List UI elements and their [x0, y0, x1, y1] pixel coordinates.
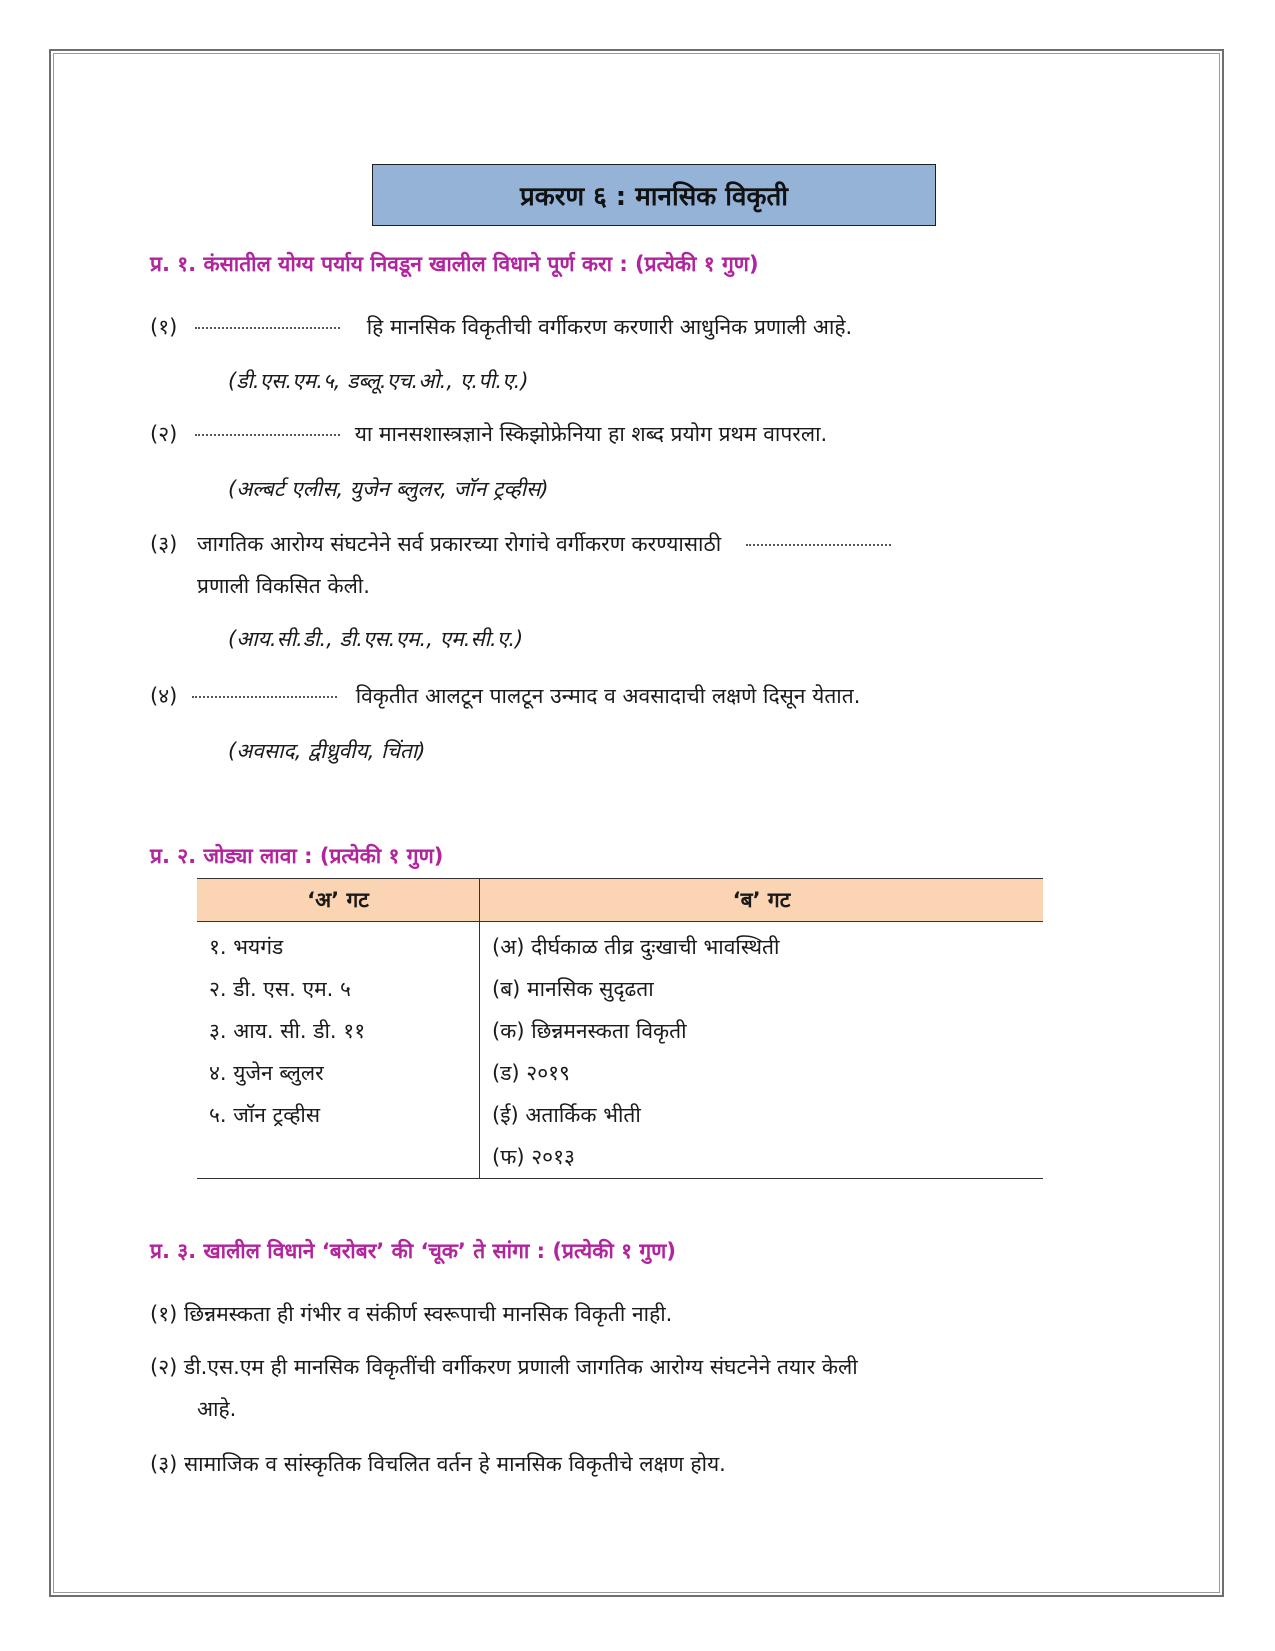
list-item: १. भयगंड: [209, 935, 284, 959]
q3-item-2-continued: आहे.: [197, 1397, 237, 1421]
q1-item-3-text: जागतिक आरोग्य संघटनेने सर्व प्रकारच्या रोगांचे वर्गीकरण करण्यासाठी: [197, 532, 722, 556]
q3-item-1: (१) छिन्नमस्कता ही गंभीर व संकीर्ण स्वरूपाची मानसिक विकृती नाही.: [150, 1302, 673, 1326]
q1-item-4-text: विकृतीत आलटून पालटून उन्माद व अवसादाची लक्षणे दिसून येतात.: [355, 684, 861, 708]
list-item: (अ) दीर्घकाळ तीव्र दुःखाची भावस्थिती: [492, 935, 780, 959]
fill-in-blank: [195, 327, 340, 329]
q1-item-4-number: (४): [150, 684, 178, 708]
q1-item-2-text: या मानसशास्त्रज्ञाने स्किझोफ्रेनिया हा शब्द प्रयोग प्रथम वापरला.: [354, 422, 828, 446]
list-item: (क) छिन्नमनस्कता विकृती: [492, 1019, 687, 1043]
q1-item-4-options: (अवसाद, द्वीध्रुवीय, चिंता): [228, 739, 426, 763]
q1-item-1-text: हि मानसिक विकृतीची वर्गीकरण करणारी आधुनिक प्रणाली आहे.: [366, 315, 853, 339]
col-a-list: [197, 922, 480, 1179]
col-a-header: ‘अ’ गट: [197, 879, 480, 922]
fill-in-blank: [746, 544, 891, 546]
list-item: (ई) अतार्किक भीती: [492, 1103, 641, 1127]
match-table: [197, 878, 1043, 1179]
q1-item-2: [195, 420, 827, 448]
list-item: (ड) २०१९: [492, 1061, 570, 1085]
q1-item-3-number: (३): [150, 532, 178, 556]
list-item: २. डी. एस. एम. ५: [209, 977, 351, 1001]
q1-item-1-number: (१): [150, 315, 178, 339]
list-item: ४. युजेन ब्लुलर: [209, 1061, 324, 1085]
q1-item-3-options: (आय.सी.डी., डी.एस.एम., एम.सी.ए.): [228, 627, 524, 651]
q1-item-1-options: (डी.एस.एम.५, डब्लू.एच.ओ., ए.पी.ए.): [228, 369, 529, 393]
q3-item-2: (२) डी.एस.एम ही मानसिक विकृतींची वर्गीकरण प्रणाली जागतिक आरोग्य संघटनेने तयार केली: [150, 1355, 858, 1379]
q1-item-2-options: (अल्बर्ट एलीस, युजेन ब्लुलर, जॉन ट्रव्हीस): [228, 477, 549, 501]
q2-heading: प्र. २. जोड्या लावा : (प्रत्येकी १ गुण): [150, 844, 444, 868]
q1-item-4: [192, 682, 860, 710]
fill-in-blank: [192, 696, 337, 698]
q3-item-3: (३) सामाजिक व सांस्कृतिक विचलित वर्तन हे मानसिक विकृतीचे लक्षण होय.: [150, 1452, 726, 1476]
fill-in-blank: [195, 434, 340, 436]
q1-heading: प्र. १. कंसातील योग्य पर्याय निवडून खालील विधाने पूर्ण करा : (प्रत्येकी १ गुण): [150, 252, 759, 276]
q1-item-3: [197, 530, 891, 558]
col-b-list: [480, 922, 1044, 1179]
chapter-title: प्रकरण ६ : मानसिक विकृती: [372, 164, 936, 226]
col-b-header: ‘ब’ गट: [480, 879, 1044, 922]
q1-item-3-continued: प्रणाली विकसित केली.: [197, 574, 370, 598]
list-item: ३. आय. सी. डी. ११: [209, 1019, 366, 1043]
q1-item-2-number: (२): [150, 422, 178, 446]
q1-item-1: [195, 313, 852, 341]
q3-heading: प्र. ३. खालील विधाने ‘बरोबर’ की ‘चूक’ ते सांगा : (प्रत्येकी १ गुण): [150, 1239, 676, 1263]
list-item: ५. जॉन ट्रव्हीस: [209, 1103, 321, 1127]
list-item: (ब) मानसिक सुदृढता: [492, 977, 654, 1001]
list-item: (फ) २०१३: [492, 1145, 575, 1169]
